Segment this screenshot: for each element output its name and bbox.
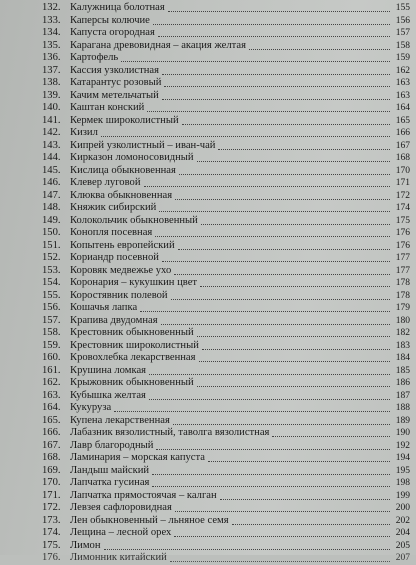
entry-page-number: 158 xyxy=(395,40,410,51)
entry-page-number: 180 xyxy=(395,315,410,326)
entry-number: 158. xyxy=(42,327,61,338)
entry-number: 159. xyxy=(42,339,61,351)
entry-title: Клевер луговой xyxy=(70,177,141,188)
entry-title: Лен обыкновенный – льняное семя xyxy=(70,514,229,526)
entry-number: 149. xyxy=(42,214,61,226)
entry-number: 175. xyxy=(42,539,61,551)
entry-number: 152. xyxy=(42,252,61,263)
entry-page-number: 186 xyxy=(395,378,410,388)
dot-leader xyxy=(232,524,390,525)
entry-number: 136. xyxy=(42,52,61,63)
toc-entry xyxy=(0,502,416,515)
toc-entry xyxy=(0,177,416,190)
entry-title: Колокольчик обыкновенный xyxy=(70,214,198,226)
entry-title: Каштан конский xyxy=(70,102,145,113)
entry-number: 132. xyxy=(42,2,61,13)
entry-title: Каперсы колючие xyxy=(70,14,150,26)
toc-entry xyxy=(0,365,416,378)
dot-leader xyxy=(272,436,390,437)
toc-entry xyxy=(0,140,416,153)
entry-page-number: 184 xyxy=(395,353,410,363)
dot-leader xyxy=(144,186,390,187)
entry-page-number: 176 xyxy=(395,240,410,251)
dot-leader xyxy=(162,74,390,75)
entry-page-number: 156 xyxy=(395,15,410,26)
entry-page-number: 166 xyxy=(395,128,410,138)
toc-entry xyxy=(0,40,416,53)
toc-entry xyxy=(0,165,416,178)
entry-page-number: 189 xyxy=(395,415,410,426)
entry-page-number: 175 xyxy=(395,215,410,226)
dot-leader xyxy=(182,124,390,125)
toc-entry xyxy=(0,415,416,428)
dot-leader xyxy=(152,474,390,475)
dot-leader xyxy=(178,249,390,250)
dot-leader xyxy=(202,349,390,350)
entry-number: 145. xyxy=(42,164,61,176)
toc-entry xyxy=(0,490,416,503)
dot-leader xyxy=(175,511,390,512)
entry-number: 143. xyxy=(42,139,61,151)
entry-number: 169. xyxy=(42,464,61,476)
entry-page-number: 207 xyxy=(395,553,410,563)
entry-page-number: 202 xyxy=(395,515,410,526)
entry-title: Лавр благородный xyxy=(70,439,154,451)
entry-title: Копытень европейский xyxy=(70,239,175,251)
dot-leader xyxy=(174,274,390,275)
entry-number: 144. xyxy=(42,152,61,163)
entry-title: Лапчатка прямостоячая – калган xyxy=(70,489,217,501)
entry-title: Крестовник обыкновенный xyxy=(70,327,194,338)
entry-page-number: 185 xyxy=(395,365,410,376)
toc-entry xyxy=(0,552,416,565)
entry-title: Кермек широколистный xyxy=(70,114,179,126)
entry-title: Лабазник вязолистный, таволга вязолистная xyxy=(70,427,270,438)
entry-title: Княжик сибирский xyxy=(70,202,157,213)
entry-page-number: 162 xyxy=(395,65,410,76)
toc-entry xyxy=(0,477,416,490)
dot-leader xyxy=(149,374,390,375)
entry-number: 165. xyxy=(42,414,61,426)
entry-title: Ламинария – морская капуста xyxy=(70,452,205,463)
dot-leader xyxy=(104,549,390,550)
dot-leader xyxy=(208,461,390,462)
entry-title: Кориандр посевной xyxy=(70,252,159,263)
entry-page-number: 174 xyxy=(395,203,410,213)
entry-page-number: 200 xyxy=(395,503,410,513)
entry-title: Лапчатка гусиная xyxy=(70,477,150,488)
toc-entry xyxy=(0,390,416,403)
entry-number: 134. xyxy=(42,27,61,38)
entry-number: 172. xyxy=(42,502,61,513)
toc-entry xyxy=(0,465,416,478)
entry-title: Капуста огородная xyxy=(70,27,155,38)
entry-title: Кукуруза xyxy=(70,402,112,413)
toc-entry xyxy=(0,227,416,240)
dot-leader xyxy=(114,411,390,412)
entry-page-number: 163 xyxy=(395,78,410,88)
dot-leader xyxy=(164,86,390,87)
entry-page-number: 163 xyxy=(395,90,410,101)
entry-title: Кизил xyxy=(70,127,98,138)
entry-page-number: 182 xyxy=(395,328,410,338)
toc-entry xyxy=(0,315,416,328)
entry-number: 160. xyxy=(42,352,61,363)
entry-number: 167. xyxy=(42,439,61,451)
entry-page-number: 188 xyxy=(395,403,410,413)
dot-leader xyxy=(159,211,390,212)
entry-number: 164. xyxy=(42,402,61,413)
toc-entry xyxy=(0,202,416,215)
entry-page-number: 178 xyxy=(395,278,410,288)
toc-entry xyxy=(0,52,416,65)
entry-page-number: 178 xyxy=(395,290,410,301)
entry-page-number: 190 xyxy=(395,428,410,438)
toc-entry xyxy=(0,302,416,315)
entry-page-number: 187 xyxy=(395,390,410,401)
entry-title: Лимон xyxy=(70,539,101,551)
toc-entry xyxy=(0,240,416,253)
toc-entry xyxy=(0,515,416,528)
dot-leader xyxy=(161,324,390,325)
entry-title: Лимонник китайский xyxy=(70,552,167,563)
entry-page-number: 155 xyxy=(395,3,410,13)
dot-leader xyxy=(168,11,390,12)
entry-number: 166. xyxy=(42,427,61,438)
entry-number: 151. xyxy=(42,239,61,251)
dot-leader xyxy=(175,199,390,200)
toc-entry xyxy=(0,340,416,353)
toc-entry xyxy=(0,540,416,553)
entry-title: Крыжовник обыкновенный xyxy=(70,377,194,388)
entry-number: 140. xyxy=(42,102,61,113)
toc-entry xyxy=(0,102,416,115)
entry-number: 168. xyxy=(42,452,61,463)
toc-entry xyxy=(0,327,416,340)
dot-leader xyxy=(140,311,390,312)
toc-entry xyxy=(0,90,416,103)
toc-entry xyxy=(0,65,416,78)
entry-title: Калужница болотная xyxy=(70,2,165,13)
dot-leader xyxy=(179,174,390,175)
entry-number: 154. xyxy=(42,277,61,288)
table-of-contents xyxy=(0,2,416,565)
dot-leader xyxy=(197,161,390,162)
toc-entry xyxy=(0,190,416,203)
entry-number: 148. xyxy=(42,202,61,213)
entry-number: 173. xyxy=(42,514,61,526)
entry-number: 155. xyxy=(42,289,61,301)
dot-leader xyxy=(155,236,390,237)
toc-entry xyxy=(0,440,416,453)
toc-entry xyxy=(0,265,416,278)
dot-leader xyxy=(158,36,390,37)
entry-number: 161. xyxy=(42,364,61,376)
dot-leader xyxy=(121,61,390,62)
toc-entry xyxy=(0,2,416,15)
entry-title: Кирказон ломоносовидный xyxy=(70,152,194,163)
entry-title: Клюква обыкновенная xyxy=(70,189,173,201)
toc-entry xyxy=(0,427,416,440)
dot-leader xyxy=(197,336,390,337)
entry-page-number: 195 xyxy=(395,465,410,476)
entry-page-number: 179 xyxy=(395,303,410,313)
entry-page-number: 171 xyxy=(395,178,410,188)
entry-page-number: 170 xyxy=(395,165,410,176)
toc-entry xyxy=(0,252,416,265)
entry-title: Ландыш майский xyxy=(70,464,150,476)
toc-entry xyxy=(0,290,416,303)
entry-title: Кошачья лапка xyxy=(70,302,138,313)
entry-title: Крестовник широколистный xyxy=(70,339,199,351)
entry-title: Купена лекарственная xyxy=(70,414,170,426)
entry-title: Коронария – кукушкин цвет xyxy=(70,277,198,288)
entry-title: Конопля посевная xyxy=(70,227,153,238)
toc-entry xyxy=(0,27,416,40)
entry-title: Лещина – лесной орех xyxy=(70,527,172,538)
entry-number: 171. xyxy=(42,489,61,501)
entry-number: 170. xyxy=(42,477,61,488)
entry-page-number: 199 xyxy=(395,490,410,501)
entry-page-number: 165 xyxy=(395,115,410,126)
entry-number: 157. xyxy=(42,314,61,326)
entry-title: Кровохлебка лекарственная xyxy=(70,352,196,363)
entry-title: Карагана древовидная – акация желтая xyxy=(70,39,246,51)
entry-number: 174. xyxy=(42,527,61,538)
entry-number: 139. xyxy=(42,89,61,101)
entry-title: Крушина ломкая xyxy=(70,364,147,376)
toc-entry xyxy=(0,15,416,28)
entry-number: 176. xyxy=(42,552,61,563)
toc-entry xyxy=(0,277,416,290)
dot-leader xyxy=(218,149,390,150)
dot-leader xyxy=(201,224,390,225)
entry-page-number: 177 xyxy=(395,253,410,263)
dot-leader xyxy=(149,399,390,400)
entry-number: 146. xyxy=(42,177,61,188)
entry-title: Картофель xyxy=(70,52,119,63)
entry-title: Кипрей узколистный – иван-чай xyxy=(70,139,216,151)
entry-number: 133. xyxy=(42,14,61,26)
entry-page-number: 159 xyxy=(395,53,410,63)
dot-leader xyxy=(162,261,390,262)
dot-leader xyxy=(171,299,390,300)
dot-leader xyxy=(170,561,390,562)
entry-page-number: 192 xyxy=(395,440,410,451)
dot-leader xyxy=(152,486,390,487)
entry-title: Крапива двудомная xyxy=(70,314,158,326)
toc-entry xyxy=(0,452,416,465)
entry-page-number: 168 xyxy=(395,153,410,163)
toc-entry xyxy=(0,115,416,128)
entry-title: Кислица обыкновенная xyxy=(70,164,176,176)
entry-page-number: 176 xyxy=(395,228,410,238)
entry-title: Качим метельчатый xyxy=(70,89,159,101)
entry-number: 150. xyxy=(42,227,61,238)
entry-page-number: 194 xyxy=(395,453,410,463)
entry-page-number: 204 xyxy=(395,528,410,538)
entry-number: 147. xyxy=(42,189,61,201)
dot-leader xyxy=(220,499,390,500)
entry-title: Левзея сафлоровидная xyxy=(70,502,172,513)
dot-leader xyxy=(199,361,390,362)
dot-leader xyxy=(174,536,390,537)
dot-leader xyxy=(173,424,390,425)
entry-page-number: 167 xyxy=(395,140,410,151)
toc-entry xyxy=(0,127,416,140)
entry-title: Катарантус розовый xyxy=(70,77,162,88)
toc-entry xyxy=(0,77,416,90)
dot-leader xyxy=(101,136,390,137)
entry-page-number: 157 xyxy=(395,28,410,38)
entry-page-number: 164 xyxy=(395,103,410,113)
dot-leader xyxy=(249,49,390,50)
dot-leader xyxy=(197,386,390,387)
entry-title: Кассия узколистная xyxy=(70,64,160,76)
toc-entry xyxy=(0,352,416,365)
dot-leader xyxy=(153,24,390,25)
entry-number: 142. xyxy=(42,127,61,138)
entry-number: 153. xyxy=(42,264,61,276)
entry-number: 135. xyxy=(42,39,61,51)
entry-page-number: 172 xyxy=(395,190,410,201)
entry-number: 137. xyxy=(42,64,61,76)
dot-leader xyxy=(147,111,390,112)
entry-page-number: 205 xyxy=(395,540,410,551)
entry-page-number: 198 xyxy=(395,478,410,488)
entry-page-number: 183 xyxy=(395,340,410,351)
entry-title: Коровяк медвежье ухо xyxy=(70,264,172,276)
toc-entry xyxy=(0,152,416,165)
toc-entry xyxy=(0,402,416,415)
dot-leader xyxy=(162,99,390,100)
toc-entry xyxy=(0,527,416,540)
entry-number: 138. xyxy=(42,77,61,88)
entry-number: 141. xyxy=(42,114,61,126)
dot-leader xyxy=(200,286,390,287)
entry-title: Коростявник полевой xyxy=(70,289,168,301)
toc-entry xyxy=(0,215,416,228)
entry-title: Кубышка желтая xyxy=(70,389,146,401)
entry-number: 162. xyxy=(42,377,61,388)
toc-entry xyxy=(0,377,416,390)
dot-leader xyxy=(156,449,390,450)
entry-number: 163. xyxy=(42,389,61,401)
entry-number: 156. xyxy=(42,302,61,313)
entry-page-number: 177 xyxy=(395,265,410,276)
